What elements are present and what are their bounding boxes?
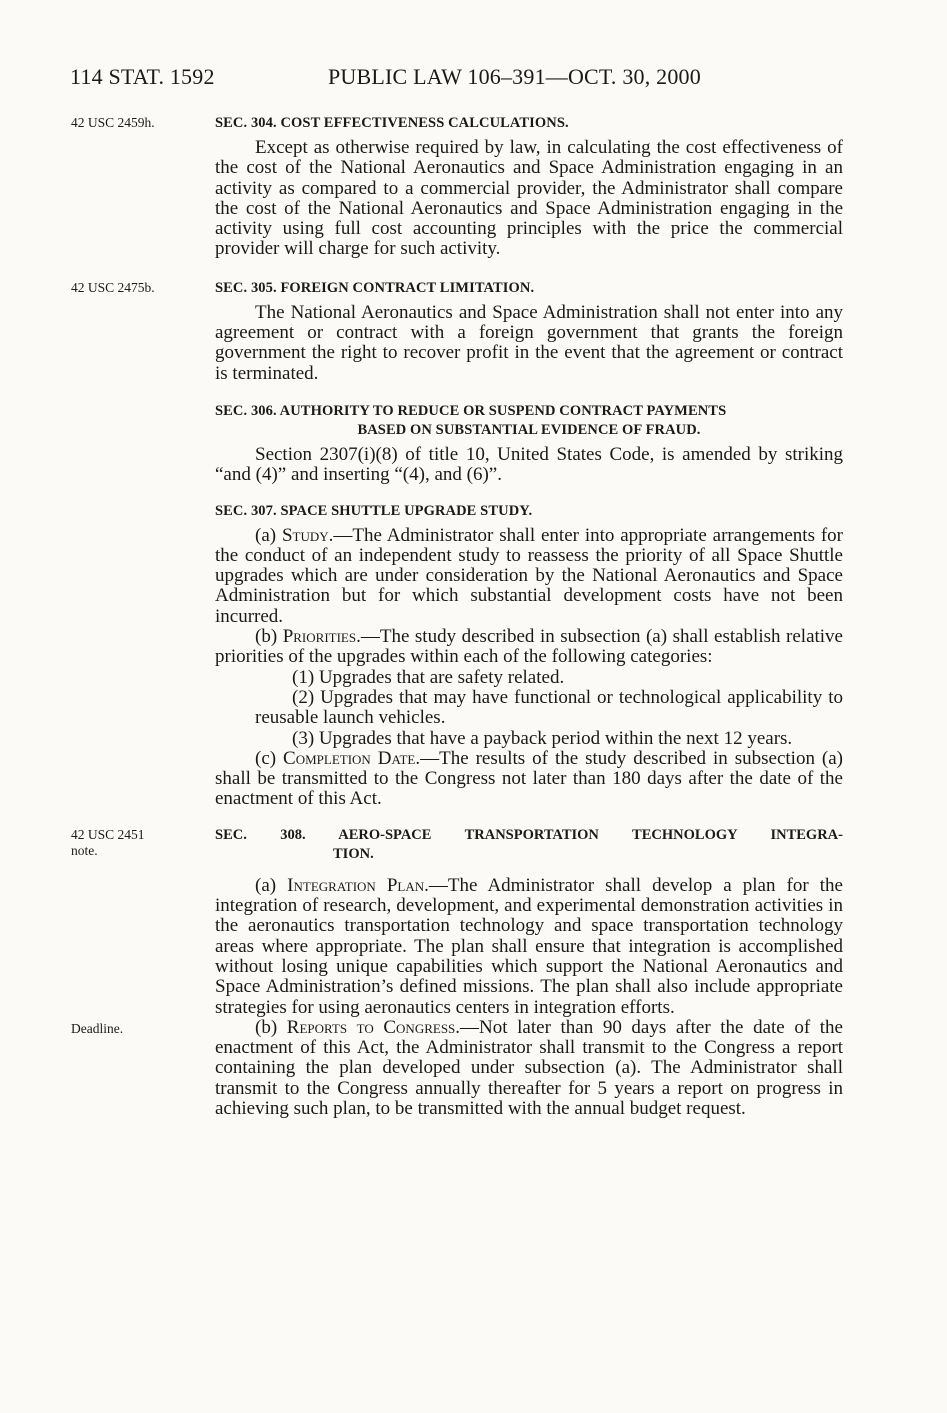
section-308-heading-line2: TION. — [333, 845, 374, 862]
section-307-item-1: (1) Upgrades that are safety related. — [292, 666, 565, 688]
section-304-body: Except as otherwise required by law, in calculating the cost effectiveness of the cost of the National Aeronautics and Space Administration engaging in an activity as compared to a commercial provider, the Administrator shall compare the cost of the National Aeronautics and Space Administration engaging in the activity using full cost accounting principles with the price the commercial provider will charge for such activity. — [215, 137, 843, 260]
section-308-a-caption: Integration Plan. — [287, 874, 429, 896]
section-306-heading-line2: BASED ON SUBSTANTIAL EVIDENCE OF FRAUD. — [357, 421, 701, 438]
margin-note-deadline: Deadline. — [71, 1020, 124, 1036]
section-304-heading: SEC. 304. COST EFFECTIVENESS CALCULATIONS. — [215, 115, 569, 131]
public-law-title: PUBLIC LAW 106–391—OCT. 30, 2000 — [328, 64, 701, 89]
document-body — [71, 114, 843, 1119]
section-307-b: (b) Priorities.—The study described in subsection (a) shall establish relative priorities of the upgrades within each of the following categories: — [215, 626, 843, 668]
margin-note-305: 42 USC 2475b. — [71, 279, 155, 295]
margin-note-304: 42 USC 2459h. — [71, 115, 155, 130]
section-308-b-caption: Reports to Congress. — [286, 1016, 461, 1038]
section-307-c: (c) Completion Date.—The results of the study described in subsection (a) shall be transmitted to the Congress not later than 180 days after the date of the enactment of this Act. — [215, 747, 843, 810]
section-306-body: Section 2307(i)(8) of title 10, United States Code, is amended by striking “and (4)” and inserting “(4), and (6)”. — [215, 443, 843, 486]
section-305-heading: SEC. 305. FOREIGN CONTRACT LIMITATION. — [215, 279, 535, 296]
section-308-heading-line1: SEC. 308. AERO-SPACE TRANSPORTATION TECHNOLOGY INTEGRA- — [215, 826, 843, 843]
section-306-heading — [215, 402, 843, 440]
section-307-item-2: (2) Upgrades that may have functional or technological applicability to reusable launch vehicles. — [255, 686, 843, 729]
section-304 — [71, 114, 843, 260]
section-308-a: (a) Integration Plan.—The Administrator shall develop a plan for the integration of research, development, and experimental demonstration activities in the aeronautics transportation technology and space transportation technology areas where appropriate. The plan shall ensure that integration is accomplished without losing unique capabilities which support the National Aeronautics and Space Administration’s defined missions. The plan shall also include appropriate strategies for using aeronautics centers in integration efforts. — [215, 874, 843, 1018]
section-306 — [215, 402, 843, 486]
section-305-body: The National Aeronautics and Space Administration shall not enter into any agreement or contract with a foreign government that grants the foreign government the right to recover profit in the event that the agreement or contract is terminated. — [215, 301, 843, 384]
section-307-c-caption: Completion Date. — [283, 747, 421, 769]
section-307-heading: SEC. 307. SPACE SHUTTLE UPGRADE STUDY. — [215, 502, 533, 519]
stat-page-number: 114 STAT. 1592 — [70, 64, 215, 89]
section-305 — [71, 279, 843, 384]
section-308 — [71, 826, 843, 1120]
section-307-a-caption: Study. — [281, 524, 334, 546]
section-307-item-3: (3) Upgrades that have a payback period within the next 12 years. — [292, 727, 793, 749]
section-308-heading — [215, 826, 843, 864]
section-307-b-caption: Priorities. — [282, 626, 361, 648]
section-307 — [215, 502, 843, 810]
section-308-b-wrapper — [71, 1016, 843, 1119]
margin-note-308: 42 USC 2451 note. — [71, 826, 145, 858]
section-307-a: (a) Study.—The Administrator shall enter into appropriate arrangements for the conduct of an independent study to reassess the priority of all Space Shuttle upgrades which are under consideration by the National Aeronautics and Space Administration but for which substantial development costs have not been incurred. — [215, 524, 843, 627]
section-306-heading-line1: SEC. 306. AUTHORITY TO REDUCE OR SUSPEND CONTRACT PAYMENTS — [215, 402, 727, 419]
section-308-b: (b) Reports to Congress.—Not later than 90 days after the date of the enactment of this Act, the Administrator shall transmit to the Congress a report containing the plan developed under subsection (a). The Administrator shall transmit to the Congress annually thereafter for 5 years a report on progress in achieving such plan, to be transmitted with the annual budget request. — [215, 1016, 843, 1119]
